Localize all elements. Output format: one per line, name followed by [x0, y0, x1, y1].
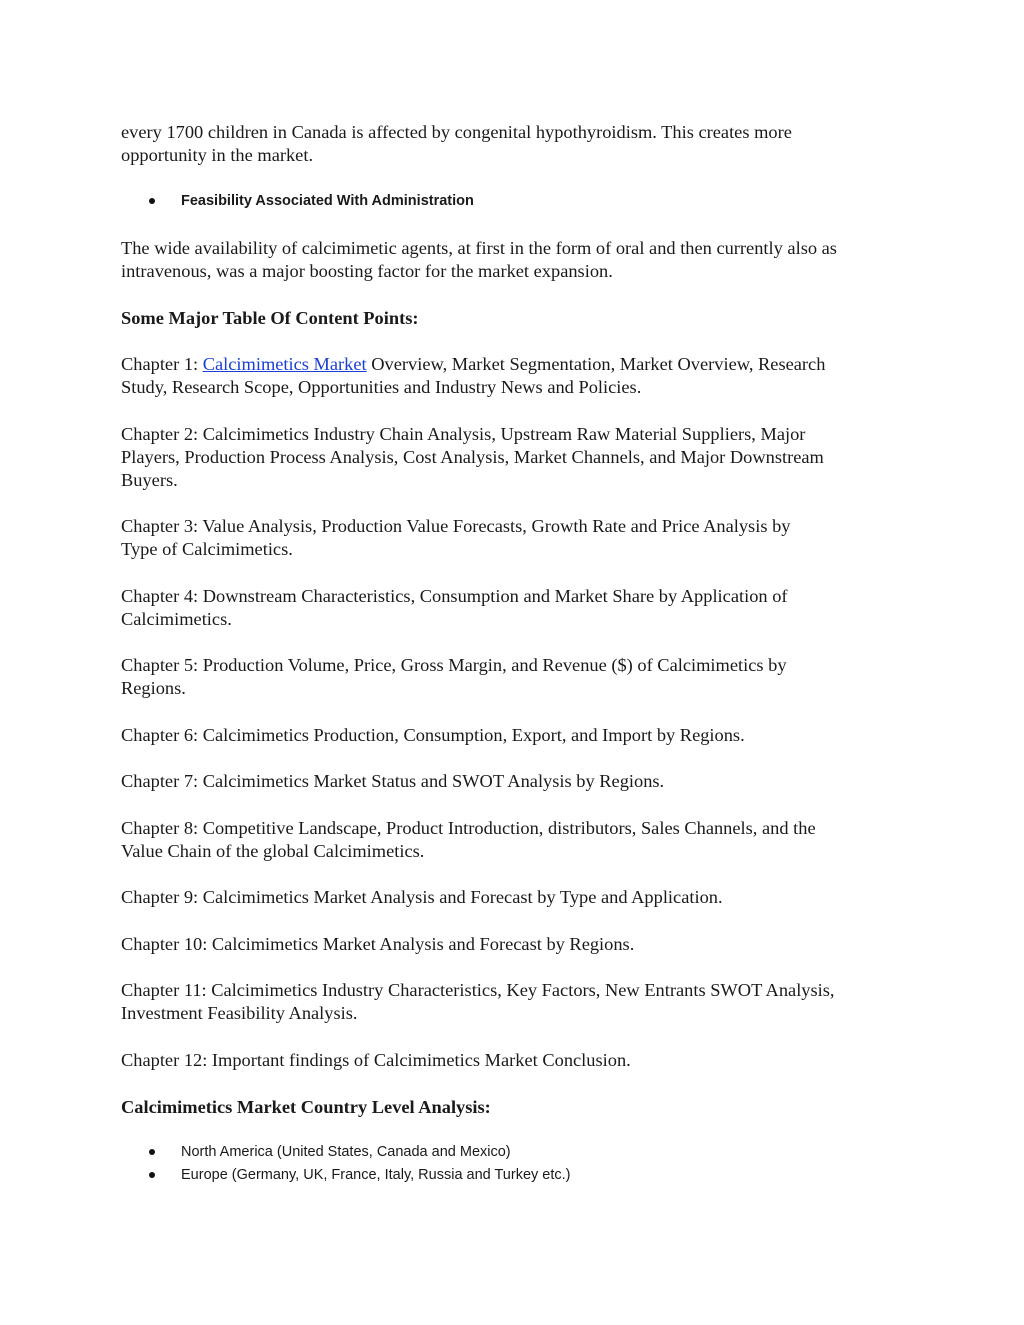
chapter-3-paragraph	[121, 515, 921, 561]
chapter-3-line-1: Chapter 3: Value Analysis, Production Value Forecasts, Growth Rate and Price Analysis by	[121, 516, 791, 536]
chapter-8-line-2: Value Chain of the global Calcimimetics.	[121, 841, 425, 861]
chapter-1-paragraph	[121, 353, 921, 399]
intro-line-1: every 1700 children in Canada is affected by congenital hypothyroidism. This creates more	[121, 122, 792, 142]
feasibility-line-2: intravenous, was a major boosting factor for the market expansion.	[121, 261, 613, 281]
feasibility-bullet-text: Feasibility Associated With Administration	[181, 193, 474, 209]
chapter-12-paragraph: Chapter 12: Important findings of Calcimimetics Market Conclusion.	[121, 1050, 631, 1070]
chapter-1-line-1	[121, 353, 921, 376]
chapter-1-prefix: Chapter 1:	[121, 354, 203, 374]
feasibility-bullet-item	[149, 190, 909, 213]
chapter-2-paragraph	[121, 423, 921, 492]
list-item	[149, 1164, 909, 1187]
intro-line-2: opportunity in the market.	[121, 145, 314, 165]
country-item-europe: Europe (Germany, UK, France, Italy, Russia and Turkey etc.)	[181, 1167, 571, 1183]
chapter-6-paragraph: Chapter 6: Calcimimetics Production, Consumption, Export, and Import by Regions.	[121, 725, 745, 745]
chapter-4-line-2: Calcimimetics.	[121, 609, 232, 629]
chapter-2-line-3: Buyers.	[121, 470, 178, 490]
chapter-9-paragraph: Chapter 9: Calcimimetics Market Analysis and Forecast by Type and Application.	[121, 887, 723, 907]
toc-heading: Some Major Table Of Content Points:	[121, 308, 419, 328]
chapter-2-line-1: Chapter 2: Calcimimetics Industry Chain Analysis, Upstream Raw Material Suppliers, Major	[121, 424, 806, 444]
chapter-11-paragraph	[121, 979, 921, 1025]
chapter-4-paragraph	[121, 585, 921, 631]
country-item-north-america: North America (United States, Canada and Mexico)	[181, 1144, 511, 1160]
intro-paragraph	[121, 121, 921, 167]
chapter-7-paragraph: Chapter 7: Calcimimetics Market Status and SWOT Analysis by Regions.	[121, 771, 665, 791]
chapter-8-paragraph	[121, 817, 921, 863]
chapter-8-line-1: Chapter 8: Competitive Landscape, Product Introduction, distributors, Sales Channels, and the	[121, 818, 816, 838]
chapter-5-line-2: Regions.	[121, 678, 186, 698]
calcimimetics-market-link[interactable]: Calcimimetics Market	[202, 354, 367, 374]
chapter-2-line-2: Players, Production Process Analysis, Cost Analysis, Market Channels, and Major Downstream	[121, 447, 824, 467]
bullet-icon	[149, 1149, 155, 1155]
bullet-icon	[149, 1172, 155, 1178]
feasibility-line-1: The wide availability of calcimimetic agents, at first in the form of oral and then currently also as	[121, 238, 837, 258]
chapter-1-line-2: Study, Research Scope, Opportunities and Industry News and Policies.	[121, 377, 642, 397]
chapter-4-line-1: Chapter 4: Downstream Characteristics, Consumption and Market Share by Application of	[121, 586, 788, 606]
chapter-11-line-1: Chapter 11: Calcimimetics Industry Characteristics, Key Factors, New Entrants SWOT Analysis,	[121, 980, 835, 1000]
feasibility-paragraph	[121, 237, 921, 283]
chapter-10-paragraph: Chapter 10: Calcimimetics Market Analysis and Forecast by Regions.	[121, 934, 635, 954]
chapter-5-line-1: Chapter 5: Production Volume, Price, Gross Margin, and Revenue ($) of Calcimimetics by	[121, 655, 787, 675]
chapter-3-line-2: Type of Calcimimetics.	[121, 539, 293, 559]
country-level-heading: Calcimimetics Market Country Level Analysis:	[121, 1097, 491, 1117]
chapter-11-line-2: Investment Feasibility Analysis.	[121, 1003, 358, 1023]
list-item	[149, 1141, 909, 1164]
chapter-1-rest: Overview, Market Segmentation, Market Overview, Research	[366, 354, 826, 374]
bullet-icon	[149, 198, 155, 204]
chapter-5-paragraph	[121, 654, 921, 700]
